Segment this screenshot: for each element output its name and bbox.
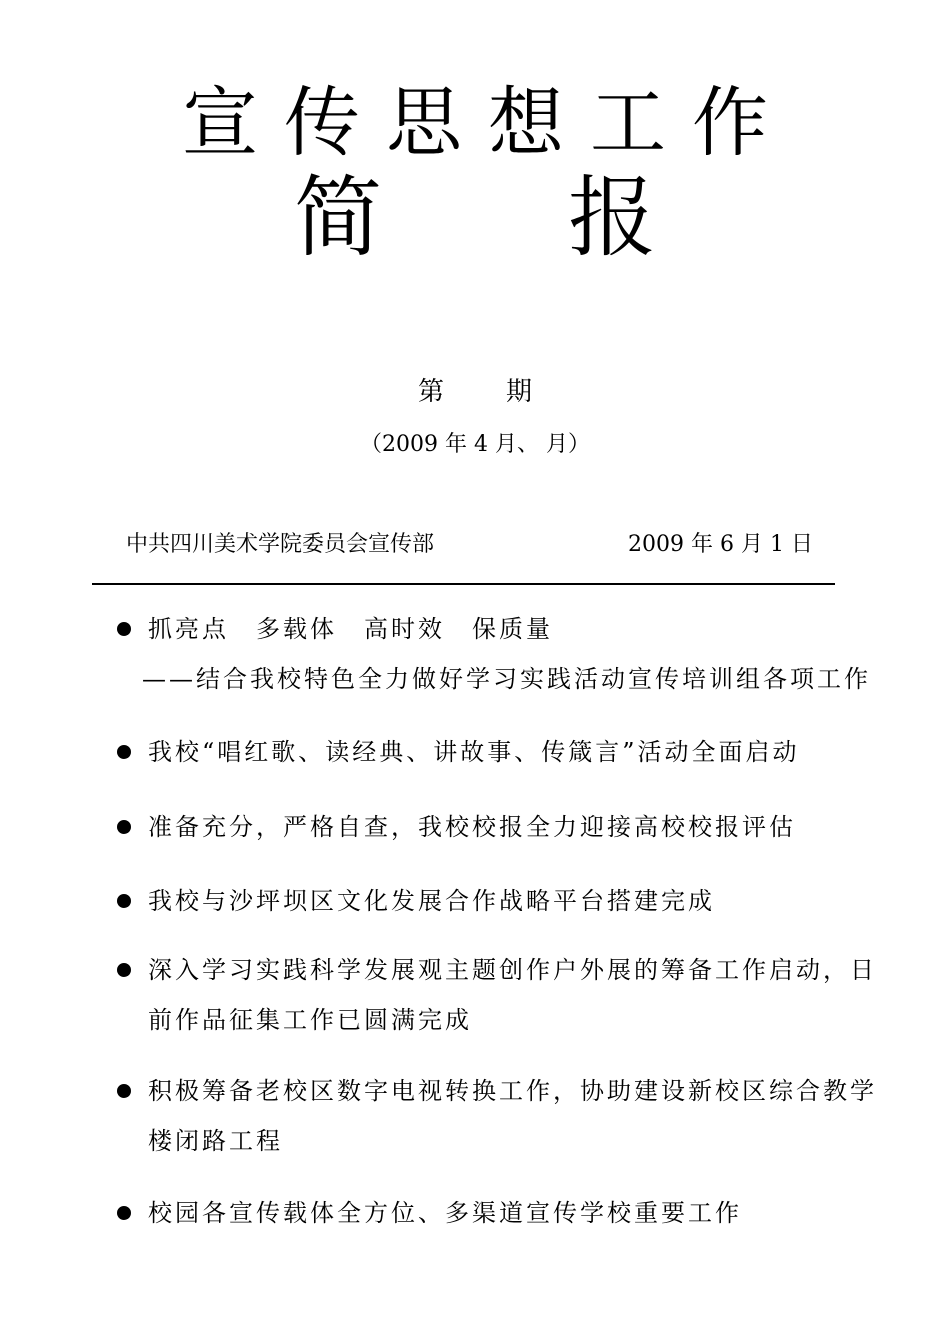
subtitle-char: 简 bbox=[293, 166, 382, 269]
bullet-icon bbox=[117, 745, 131, 759]
issue-char: 期 bbox=[506, 377, 533, 407]
item-line: 抓亮点 多载体 高时效 保质量 bbox=[148, 615, 553, 643]
title-char: 作 bbox=[692, 78, 768, 167]
item-line: 我校与沙坪坝区文化发展合作战略平台搭建完成 bbox=[148, 887, 715, 915]
issue-char: 第 bbox=[417, 377, 444, 407]
issue-period: （2009 年 4 月、 月） bbox=[360, 432, 590, 457]
issue-number bbox=[0, 372, 950, 412]
bullet-icon bbox=[117, 1206, 131, 1220]
item-line: 校园各宣传载体全方位、多渠道宣传学校重要工作 bbox=[148, 1199, 742, 1227]
title-char: 工 bbox=[590, 78, 666, 167]
header-divider bbox=[92, 583, 835, 585]
item-line: 深入学习实践科学发展观主题创作户外展的筹备工作启动，日 bbox=[148, 956, 877, 984]
item-line: 前作品征集工作已圆满完成 bbox=[148, 1006, 472, 1034]
title-char: 宣 bbox=[182, 78, 258, 167]
item-line: 积极筹备老校区数字电视转换工作，协助建设新校区综合教学 bbox=[148, 1077, 877, 1105]
item-line: ——结合我校特色全力做好学习实践活动宣传培训组各项工作 bbox=[142, 665, 871, 693]
bulletin-title bbox=[0, 78, 950, 168]
bulletin-subtitle bbox=[0, 168, 950, 268]
bullet-icon bbox=[117, 894, 131, 908]
title-char: 传 bbox=[284, 78, 360, 167]
subtitle-char: 报 bbox=[568, 166, 657, 269]
title-char: 思 bbox=[386, 78, 462, 167]
bullet-icon bbox=[117, 820, 131, 834]
item-line: 准备充分，严格自查，我校校报全力迎接高校校报评估 bbox=[148, 813, 796, 841]
bullet-icon bbox=[117, 1084, 131, 1098]
bullet-icon bbox=[117, 963, 131, 977]
bullet-icon bbox=[117, 622, 131, 636]
item-line: 我校“唱红歌、读经典、讲故事、传箴言”活动全面启动 bbox=[148, 738, 800, 766]
department-name: 中共四川美术学院委员会宣传部 bbox=[126, 532, 435, 557]
publish-date: 2009 年 6 月 1 日 bbox=[628, 532, 813, 557]
item-line: 楼闭路工程 bbox=[148, 1127, 283, 1155]
title-char: 想 bbox=[488, 78, 564, 167]
